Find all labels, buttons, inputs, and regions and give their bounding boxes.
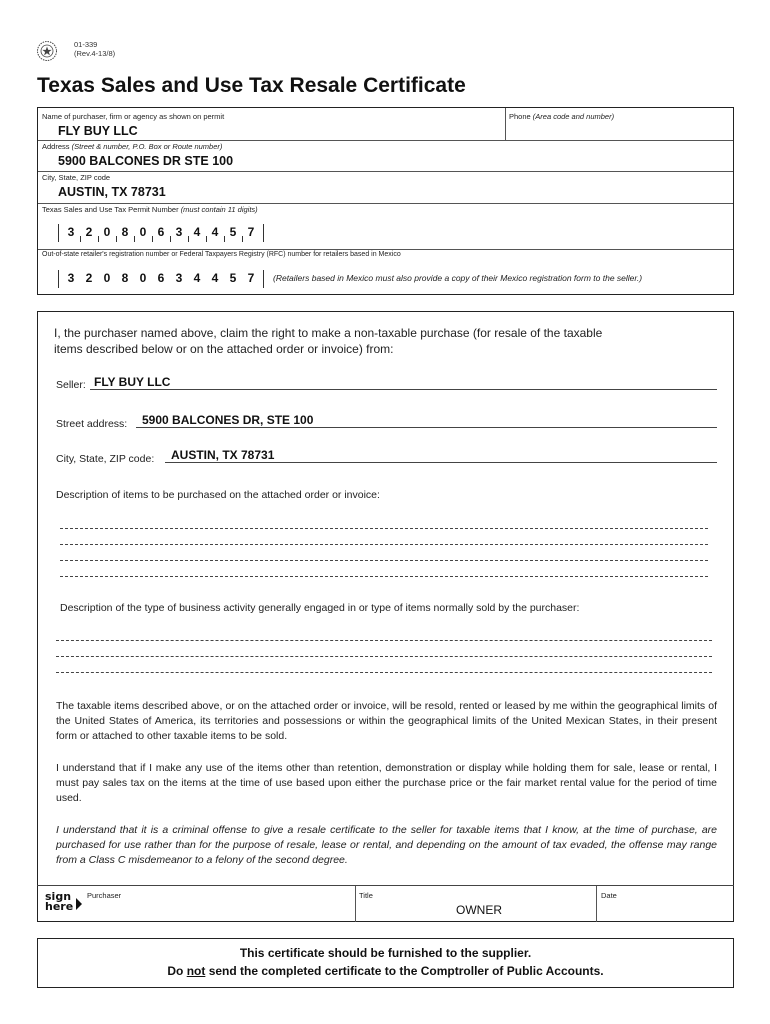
date-label: Date — [601, 891, 617, 900]
permit-digit: 0 — [134, 224, 152, 242]
purchaser-name-field[interactable]: FLY BUY LLC — [58, 124, 138, 138]
out-of-state-digit: 3 — [67, 271, 75, 285]
out-of-state-digit: 4 — [193, 271, 201, 285]
form-number-text: 01-339 — [74, 40, 98, 49]
out-of-state-digit: 3 — [175, 271, 183, 285]
page-title: Texas Sales and Use Tax Resale Certificate — [37, 74, 466, 97]
seller-field[interactable]: FLY BUY LLC — [94, 375, 171, 389]
purchaser-name-label: Name of purchaser, firm or agency as shown on permit — [42, 112, 225, 121]
out-of-state-number-field[interactable] — [62, 270, 260, 288]
sign-here-arrow-icon — [76, 898, 82, 910]
purchaser-signature-field[interactable] — [87, 900, 352, 920]
city-state-zip-field[interactable]: AUSTIN, TX 78731 — [58, 185, 166, 199]
permit-digit: 2 — [80, 224, 98, 242]
phone-hint: (Area code and number) — [532, 112, 615, 121]
permit-digit: 3 — [67, 225, 75, 239]
out-of-state-digit: 0 — [139, 271, 147, 285]
address-label — [42, 142, 222, 151]
address-label-text: Address — [42, 142, 70, 151]
permit-hint: (must contain 11 digits) — [180, 205, 258, 214]
permit-digit: 4 — [188, 224, 206, 242]
sign-here-icon — [45, 892, 73, 912]
permit-digit: 3 — [170, 224, 188, 242]
permit-digit: 4 — [206, 224, 224, 242]
business-line-1[interactable] — [56, 640, 712, 641]
out-of-state-digit: 0 — [103, 271, 111, 285]
permit-number-field[interactable] — [62, 224, 260, 242]
form-revision: (Rev.4-13/8) — [74, 49, 116, 58]
items-line-2[interactable] — [60, 544, 708, 545]
permit-digit: 0 — [98, 224, 116, 242]
items-line-3[interactable] — [60, 560, 708, 561]
permit-label-text: Texas Sales and Use Tax Permit Number — [42, 205, 179, 214]
footer-line-2 — [38, 964, 733, 978]
phone-label — [509, 112, 614, 121]
use-tax-statement: I understand that if I make any use of the items other than retention, demonstration or display while holding them for sale, lease or rental, I must pay sales tax on the items at the time of use based upon either the purchase price or the fair market rental value for the period of time used. — [56, 762, 717, 804]
business-line-2[interactable] — [56, 656, 712, 657]
permit-digit: 7 — [242, 224, 260, 242]
footer-notice — [37, 938, 734, 988]
form-number — [74, 40, 115, 58]
business-activity-label: Description of the type of business activity generally engaged in or type of items normally sold by the purchaser: — [60, 602, 580, 614]
seller-city-label: City, State, ZIP code: — [56, 453, 155, 465]
out-of-state-digit: 5 — [229, 271, 237, 285]
title-field[interactable]: OWNER — [456, 903, 502, 917]
footer-line-2-suffix: send the completed certificate to the Comptroller of Public Accounts. — [205, 964, 604, 978]
items-line-1[interactable] — [60, 528, 708, 529]
phone-label-text: Phone — [509, 112, 531, 121]
street-address-label: Street address: — [56, 418, 128, 430]
claim-line-1: I, the purchaser named above, claim the right to make a non-taxable purchase (for resale of the taxable — [54, 326, 603, 340]
items-description-label: Description of items to be purchased on the attached order or invoice: — [56, 489, 380, 501]
out-of-state-digit: 4 — [211, 271, 219, 285]
purchaser-info-box — [37, 107, 734, 295]
resale-statement: The taxable items described above, or on the attached order or invoice, will be resold, rented or leased by me within the geographical limits of the United States of America, its territories and possessions or within the geographical limits of the United Mexican States, in their present form or attached to other taxable items to be sold. — [56, 700, 717, 742]
out-of-state-digit: 8 — [121, 271, 129, 285]
footer-not: not — [186, 964, 206, 978]
state-seal-icon — [36, 40, 58, 62]
certificate-body — [37, 311, 734, 922]
title-label: Title — [359, 891, 373, 900]
out-of-state-label: Out-of-state retailer's registration number or Federal Taxpayers Registry (RFC) number for retailers based in Mexico — [42, 251, 401, 258]
footer-line-2-prefix: Do — [167, 964, 187, 978]
mexico-note: (Retailers based in Mexico must also provide a copy of their Mexico registration form to the seller.) — [273, 273, 643, 283]
street-address-field[interactable]: 5900 BALCONES DR, STE 100 — [142, 413, 314, 427]
criminal-offense-statement: I understand that it is a criminal offense to give a resale certificate to the seller for taxable items that I know, at the time of purchase, are purchased for use rather than for the purpose of resale, lease or rental, and depending on the amount of tax evaded, the offense may range from a Class C misdemeanor to a felony of the second degree. — [56, 824, 717, 866]
permit-digit: 8 — [116, 224, 134, 242]
permit-digit: 6 — [152, 224, 170, 242]
items-line-4[interactable] — [60, 576, 708, 577]
sign-here-line-2: here — [45, 900, 74, 913]
claim-line-2: items described below or on the attached order or invoice) from: — [54, 342, 394, 356]
claim-statement — [54, 325, 724, 357]
business-line-3[interactable] — [56, 672, 712, 673]
signature-row — [37, 885, 734, 922]
out-of-state-digit: 2 — [85, 271, 93, 285]
purchaser-signature-label: Purchaser — [87, 891, 122, 900]
out-of-state-digit: 7 — [247, 271, 255, 285]
out-of-state-digit: 6 — [157, 271, 165, 285]
permit-number-label — [42, 205, 258, 214]
address-hint: (Street & number, P.O. Box or Route number) — [71, 142, 223, 151]
city-state-zip-label: City, State, ZIP code — [42, 173, 111, 182]
address-field[interactable]: 5900 BALCONES DR STE 100 — [58, 154, 234, 168]
permit-digit: 5 — [224, 224, 242, 242]
sign-here-line-1: sign — [45, 890, 72, 903]
seller-city-field[interactable]: AUSTIN, TX 78731 — [171, 448, 275, 462]
footer-line-1: This certificate should be furnished to the supplier. — [239, 946, 532, 960]
seller-label: Seller: — [56, 379, 86, 391]
